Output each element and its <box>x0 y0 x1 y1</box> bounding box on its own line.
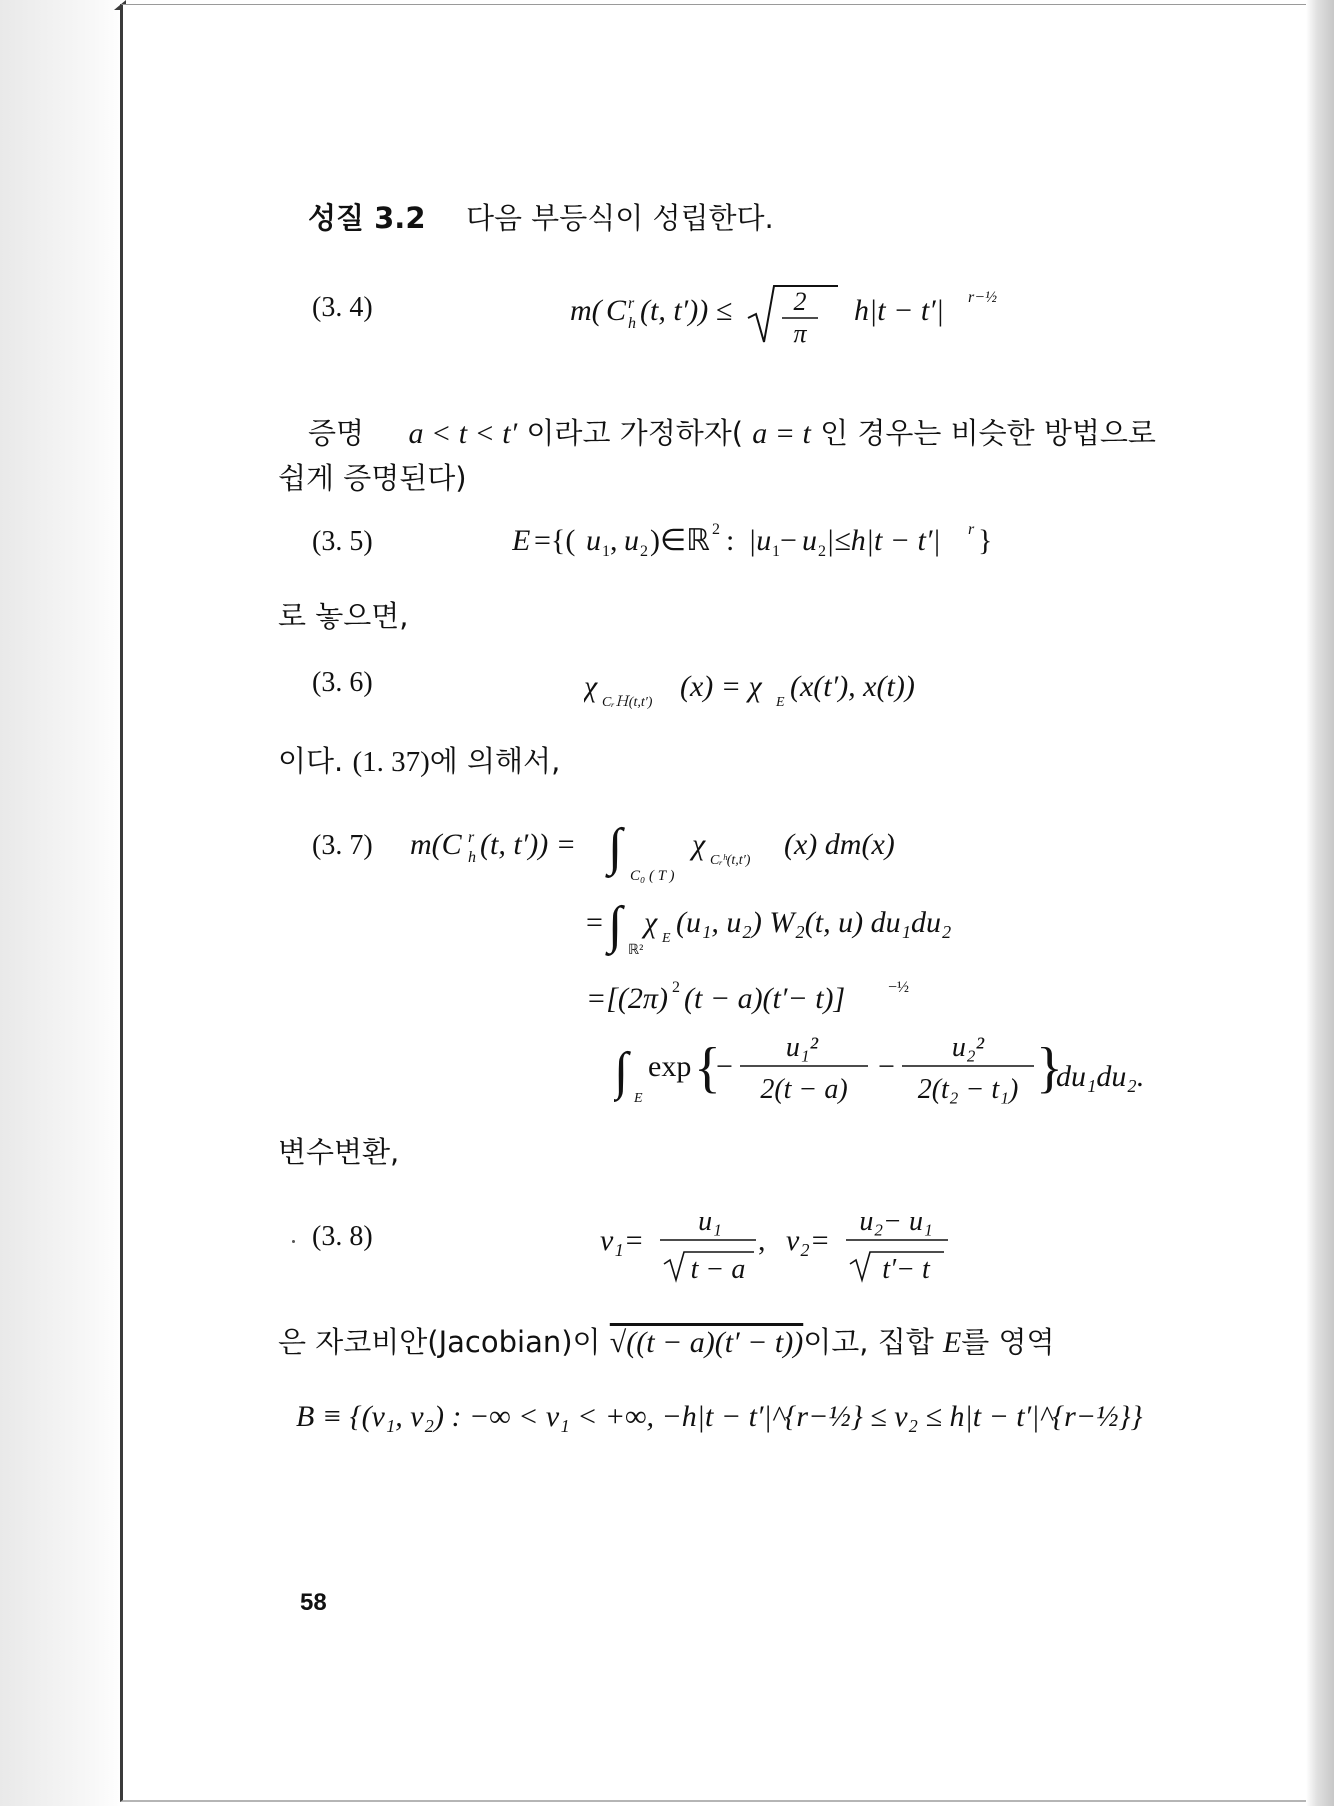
svg-text:r: r <box>968 521 975 538</box>
svg-text:u₁: u₁ <box>698 1206 722 1237</box>
svg-text:m(C: m(C <box>410 828 462 861</box>
svg-text::: : <box>726 524 735 557</box>
svg-text:u: u <box>624 524 639 557</box>
stray-mark <box>292 1240 295 1243</box>
equation-3-7-line-4-graphic <box>614 1024 1174 1124</box>
paragraph-after-3-6-a: 이다. <box>278 744 344 778</box>
equation-3-7-line-3-graphic <box>586 968 966 1024</box>
svg-text:,: , <box>758 1224 766 1257</box>
svg-text:ℝ²: ℝ² <box>628 943 644 958</box>
paragraph-after-3-5: 로 놓으면, <box>278 599 409 633</box>
equation-number-3-5: (3. 5) <box>312 526 373 557</box>
svg-text:C: C <box>606 294 627 327</box>
svg-text:r: r <box>628 295 635 312</box>
svg-text:(t, t′)) =: (t, t′)) = <box>480 828 576 861</box>
svg-text:χ: χ <box>644 906 658 939</box>
svg-text:(t − a)(t′− t)]: (t − a)(t′− t)] <box>684 982 846 1015</box>
equation-3-8 <box>600 1200 980 1291</box>
paragraph-after-3-8-c: 를 영역 <box>961 1325 1055 1359</box>
svg-text:(x) dm(x): (x) dm(x) <box>784 828 895 861</box>
set-E-symbol: E <box>942 1326 962 1359</box>
equation-3-7-line-2-graphic <box>586 890 1026 960</box>
proposition-label: 성질 3.2 <box>308 201 426 235</box>
svg-text:E: E <box>662 931 671 946</box>
proposition-heading <box>308 199 774 237</box>
set-B-definition: B ≡ {(v₁, v₂) : −∞ < v₁ < +∞, −h|t − t′|^{r−½} ≤ v₂ ≤ h|t − t′|^{r−½}} <box>296 1400 1143 1433</box>
equation-number-3-8: (3. 8) <box>312 1221 373 1252</box>
svg-text:h|t − t′|: h|t − t′| <box>854 294 944 327</box>
svg-text:r−½: r−½ <box>968 289 998 306</box>
svg-text:|u: |u <box>748 524 772 557</box>
equation-number-3-4: (3. 4) <box>312 292 373 323</box>
equation-3-4-graphic <box>570 280 1020 350</box>
svg-text:,: , <box>610 524 618 557</box>
paragraph-after-3-6 <box>278 742 560 781</box>
svg-text:}: } <box>1036 1037 1063 1099</box>
svg-text:r: r <box>468 829 475 846</box>
equation-3-7-line-1 <box>410 808 970 893</box>
svg-text:)∈ℝ: )∈ℝ <box>650 524 710 557</box>
equation-3-5 <box>512 514 1052 571</box>
svg-text:(u₁, u₂) W₂(t, u) du₁du₂: (u₁, u₂) W₂(t, u) du₁du₂ <box>676 906 952 939</box>
proof-inequality: a < t < t′ <box>408 417 518 450</box>
svg-text:2: 2 <box>672 979 680 996</box>
svg-text:1: 1 <box>602 543 610 560</box>
paragraph-after-3-7: 변수변환, <box>278 1135 400 1169</box>
svg-text:h: h <box>468 849 476 866</box>
svg-text:2: 2 <box>793 287 807 316</box>
svg-text:exp: exp <box>648 1050 692 1083</box>
equation-number-3-7: (3. 7) <box>312 830 373 861</box>
svg-text:χ: χ <box>584 670 598 703</box>
proof-case-math: a = t <box>752 417 811 450</box>
proof-text-1: 이라고 가정하자( <box>526 416 744 450</box>
equation-3-7-line-1-graphic <box>410 808 970 888</box>
svg-text:v₂=: v₂= <box>786 1224 830 1257</box>
svg-text:χ: χ <box>692 828 706 861</box>
svg-text:CᵣＨ(t,t′): CᵣＨ(t,t′) <box>602 695 653 710</box>
svg-text:(x(t′), x(t)): (x(t′), x(t)) <box>790 670 915 703</box>
equation-3-5-graphic <box>512 514 1052 566</box>
page-edge-shadow <box>1306 0 1334 1806</box>
svg-text:2(t − a): 2(t − a) <box>760 1074 848 1105</box>
equation-3-4 <box>570 280 1020 358</box>
paragraph-after-3-8-a: 은 자코비안(Jacobian)이 <box>278 1325 601 1359</box>
svg-text:}: } <box>978 524 993 557</box>
svg-text:E: E <box>634 1091 643 1106</box>
svg-text:1: 1 <box>772 543 780 560</box>
svg-text:π: π <box>793 319 807 348</box>
svg-text:m(: m( <box>570 294 602 327</box>
svg-text:Cᵣʰ(t,t′): Cᵣʰ(t,t′) <box>710 853 751 868</box>
svg-text:−: − <box>716 1050 733 1083</box>
svg-text:E: E <box>776 695 785 710</box>
svg-text:=: = <box>586 906 603 939</box>
equation-number-3-6: (3. 6) <box>312 667 373 698</box>
svg-text:du₁du₂.: du₁du₂. <box>1056 1060 1145 1093</box>
jacobian-expression: √((t − a)(t′ − t)) <box>609 1326 804 1359</box>
svg-text:t′− t: t′− t <box>882 1254 930 1285</box>
svg-text:(t, t′)) ≤: (t, t′)) ≤ <box>640 294 733 327</box>
svg-text:∫: ∫ <box>608 897 623 954</box>
svg-text:2(t₂ − t₁): 2(t₂ − t₁) <box>917 1074 1019 1105</box>
svg-text:−: − <box>878 1050 895 1083</box>
svg-text:v₁=: v₁= <box>600 1224 644 1257</box>
proof-text-2: 인 경우는 비슷한 방법으로 <box>820 416 1156 450</box>
svg-text:2: 2 <box>712 521 720 538</box>
binding-shadow <box>0 0 125 1806</box>
page-number: 58 <box>300 1589 327 1616</box>
svg-text:|≤h|t − t′|: |≤h|t − t′| <box>826 524 941 557</box>
paragraph-after-3-8-b: 이고, 집합 <box>803 1325 934 1359</box>
equation-3-7-line-2 <box>586 890 1026 965</box>
svg-text:∫: ∫ <box>614 1043 629 1100</box>
reference-1-37: (1. 37) <box>352 746 430 778</box>
svg-text:u: u <box>802 524 817 557</box>
equation-3-6 <box>584 660 1004 721</box>
svg-text:={(: ={( <box>534 524 576 557</box>
svg-text:2: 2 <box>640 543 648 560</box>
svg-text:{: { <box>694 1037 721 1099</box>
svg-text:2: 2 <box>818 543 826 560</box>
svg-text:u: u <box>586 524 601 557</box>
svg-text:−: − <box>780 524 797 557</box>
proof-line-1 <box>308 414 1156 453</box>
svg-text:−½: −½ <box>888 979 910 996</box>
svg-text:=[(2π): =[(2π) <box>586 982 668 1015</box>
proof-line-2: 쉽게 증명된다) <box>278 461 467 495</box>
svg-text:u₁²: u₁² <box>785 1032 819 1063</box>
proof-label: 증명 <box>308 416 365 450</box>
equation-3-7-line-3 <box>586 968 966 1029</box>
equation-3-7-line-4 <box>614 1024 1174 1129</box>
svg-text:E: E <box>512 524 531 557</box>
svg-text:C₀ ( T ): C₀ ( T ) <box>630 868 675 884</box>
equation-3-6-graphic <box>584 660 1004 716</box>
paragraph-after-3-6-b: 에 의해서, <box>429 744 561 778</box>
svg-text:h: h <box>628 315 636 332</box>
svg-text:(x) = χ: (x) = χ <box>680 670 762 703</box>
proposition-text: 다음 부등식이 성립한다. <box>465 201 774 235</box>
svg-text:t − a: t − a <box>690 1254 746 1285</box>
equation-3-8-graphic <box>600 1200 980 1286</box>
svg-text:∫: ∫ <box>608 819 623 876</box>
svg-text:u₂²: u₂² <box>951 1032 985 1063</box>
paragraph-after-3-8 <box>278 1323 1055 1362</box>
svg-text:u₂− u₁: u₂− u₁ <box>859 1206 933 1237</box>
